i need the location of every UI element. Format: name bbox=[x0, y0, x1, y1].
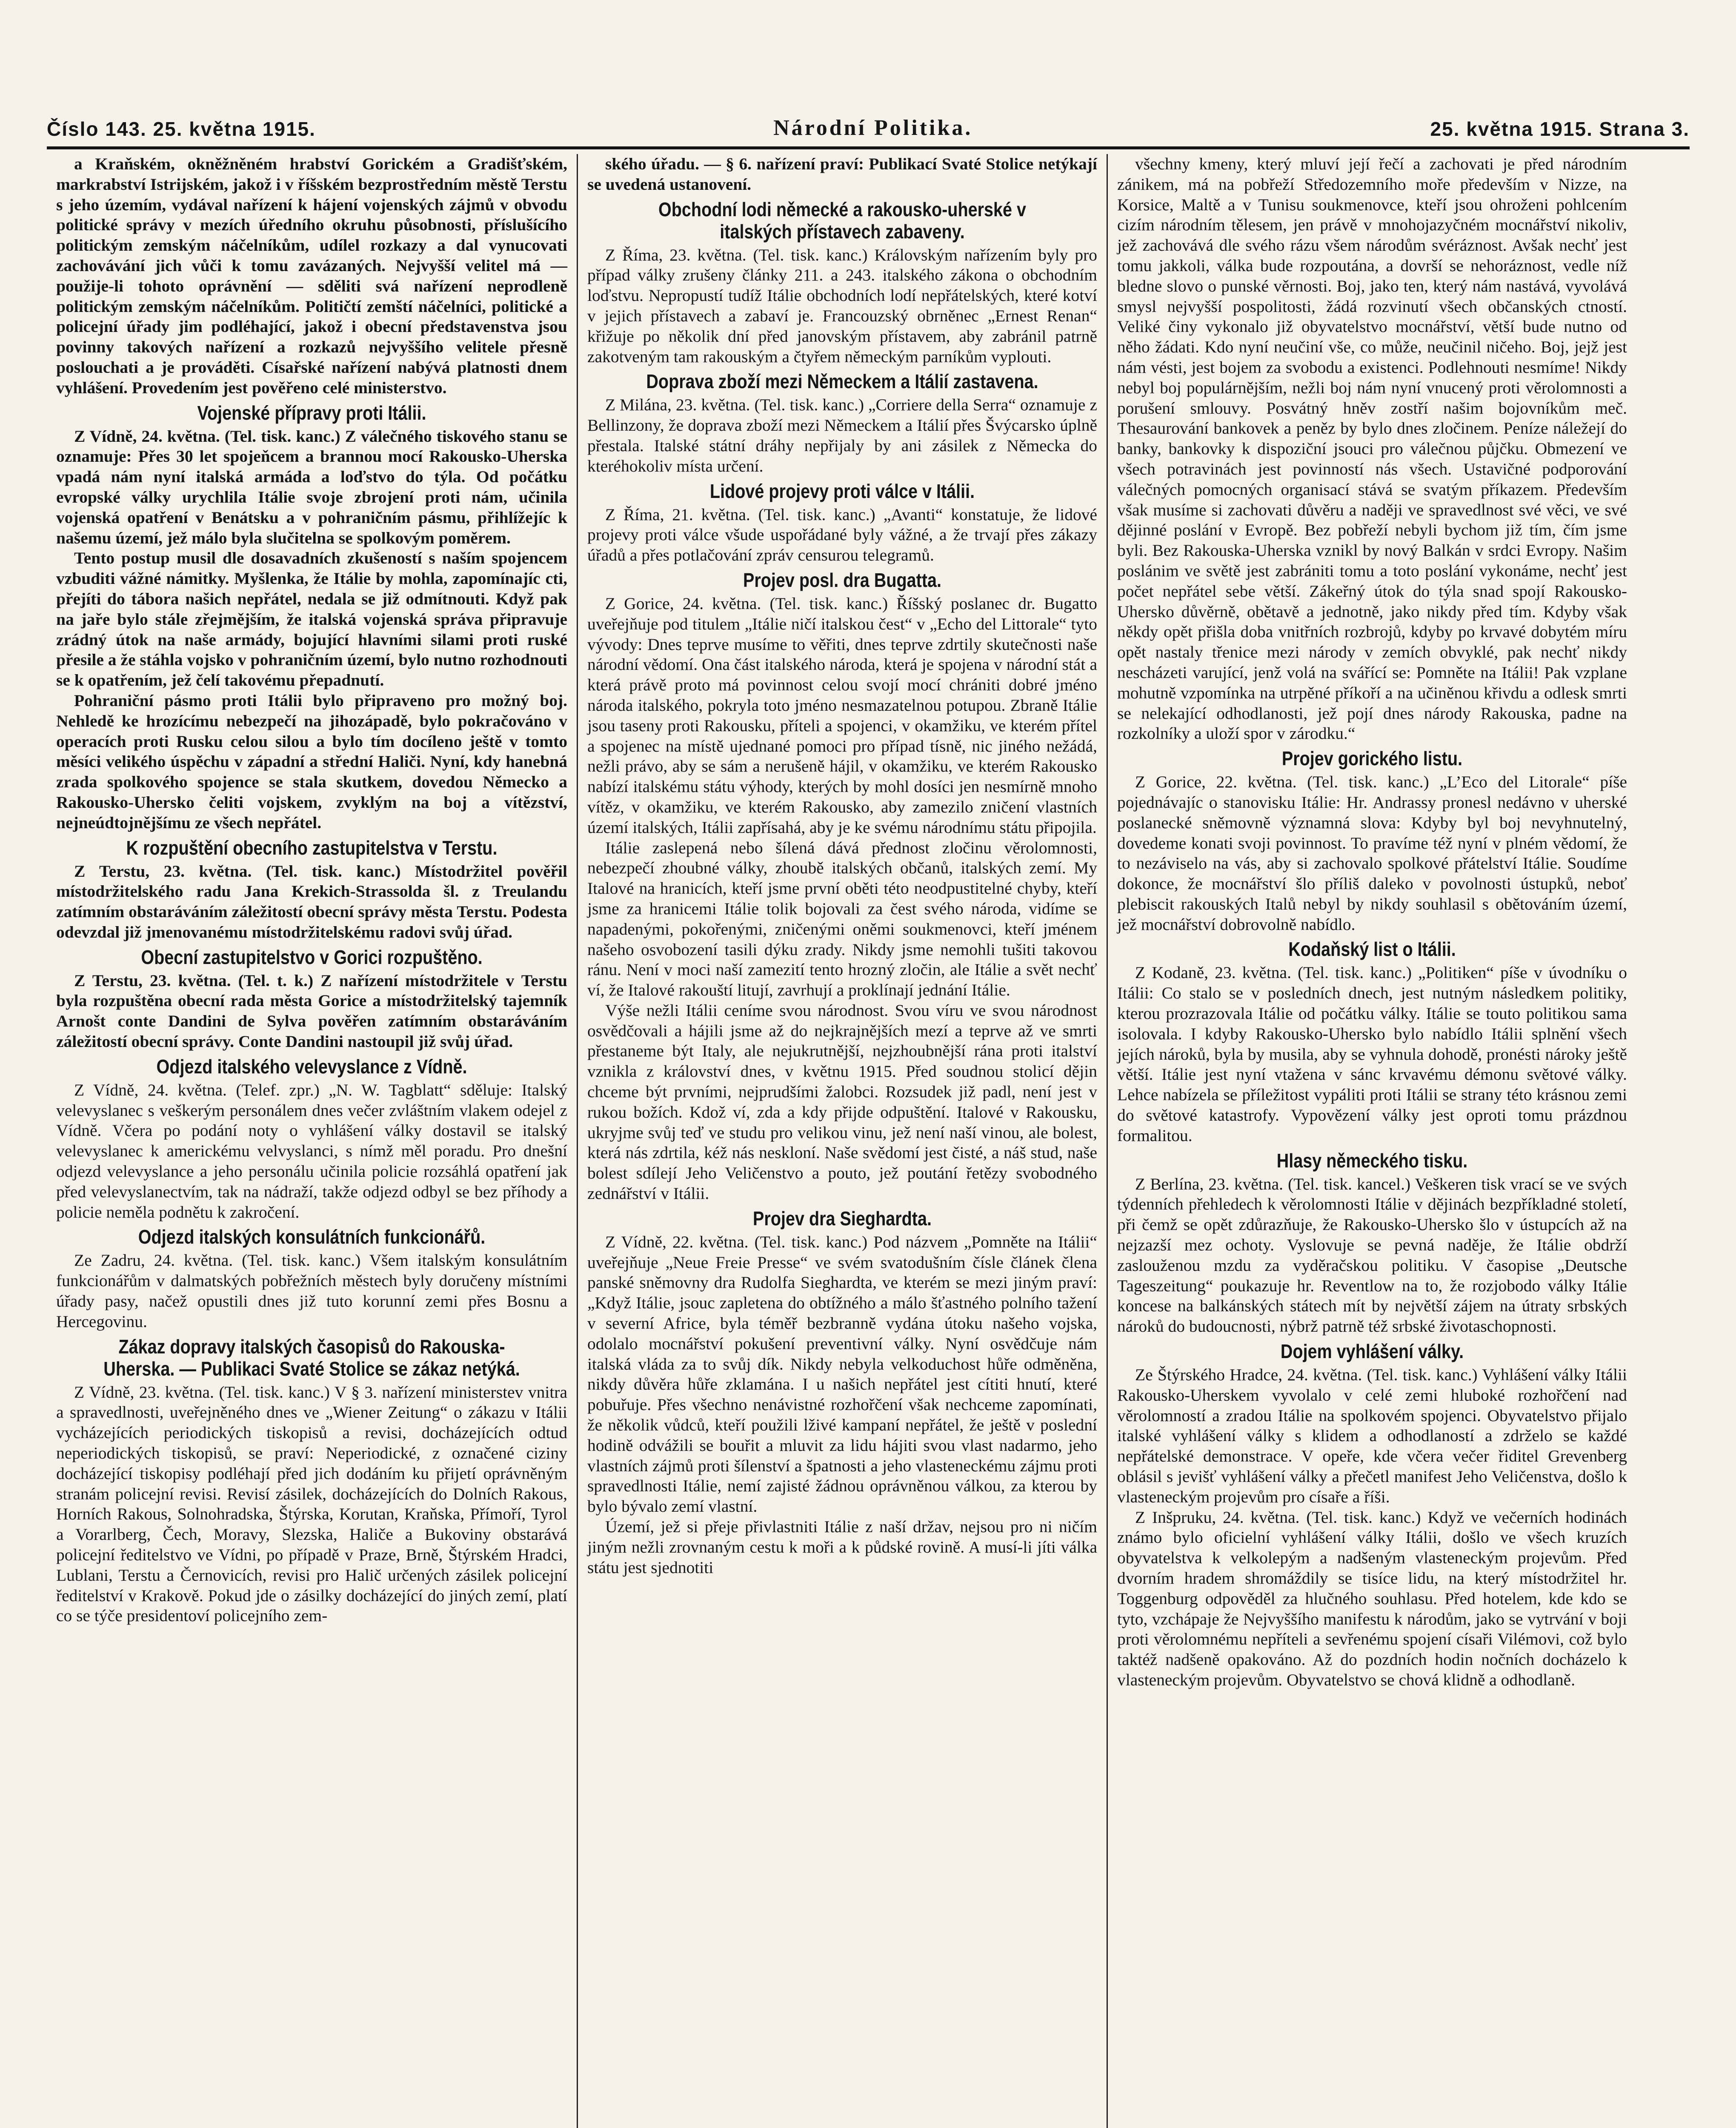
paragraph: Z Gorice, 22. května. (Tel. tisk. kanc.) „L’Eco del Litorale“ píše pojednávajíc o stanovisku Itálie: Hr. Andrassy pronesl nedávno v uherské poslanecké sněmovně významná slova: Kdyby byl boj nevyhnutelný, dovedeme konati svoji povinnost. To pravíme též nyní v plném vědomí, že to nezáviselo na vás, aby si zachovalo spolkové přátelství Itálie. Soudíme dokonce, že mocnářství šlo příliš daleko v povolnosti ústupků, neboť plebiscit rakouských Italů nebyl by nikdy souhlasil s obětováním území, jež mocnářství dobrovolně nabídlo. bbox=[1117, 772, 1627, 934]
paragraph: Výše nežli Itálii ceníme svou národnost. Svou víru ve svou národnost osvědčovali a hájili jsme až do nejkrajnějších mezí a teprve až ve smrti přestaneme být Italy, ale nejukrutnější, nejzhoubnější rána proti italství vznikla z království dnes, v květnu 1915. Před soudnou stolicí dějin chceme být prvními, nejprudšími žalobci. Rozsudek již padl, není jest v rukou božích. Kdož ví, zda a kdy přijde odpuštění. Italové v Rakousku, ukryjme svůj teď ve studu pro velikou vinu, jež není naší vinou, ale bolest, která nás zdrtila, kéž nás neskloní. Naše svědomí jest čisté, a náš stud, naše bolest sdílejí Jeho Veličenstvo a pouto, jež poutání řetězy svobodného zednářství v Itálii. bbox=[587, 1001, 1097, 1203]
paragraph: Z Vídně, 24. května. (Tel. tisk. kanc.) Z válečného tiskového stanu se oznamuje: Přes 30 let spojeňcem a brannou mocí Rakousko-Uherska vpadá nám nyní italská armáda a loďstvo do týla. Od počátku evropské války urychlila Itálie svoje zbrojení proti nám, učinila vojenská opatření v Benátsku a v pohraničním pásmu, přihlížejíc k našemu území, jež málo byla slučitelna se spolkovým poměrem. bbox=[56, 426, 567, 547]
columns bbox=[47, 154, 1690, 2128]
article-headline: Lidové projevy proti válce v Itálii. bbox=[709, 480, 975, 502]
article bbox=[587, 198, 1097, 367]
paragraph: Z Vídně, 22. května. (Tel. tisk. kanc.) Pod názvem „Pomněte na Itálii“ uveřejňuje „Neue Freie Presse“ ve svém svatodušním čísle článek člena panské sněmovny dra Rudolfa Sieghardta, ve kterém se mezi jiným praví: „Když Itálie, jsouc zapletena do obtížného a málo šťastného polního tažení v severní Africe, byla téměř bezbranně vydána útoku našeho vojska, odolalo mocnářství pokušení preventivní války. Nyní osvědčuje nám italská vláda za to svůj dík. Nikdy nebyla velkoduchost hůře odměněna, nikdy důvěra hůře zklamána. I u našich nepřátel jest cítiti hnutí, které pobuřuje. Přes všechno nenávistné rozhořčení však nechceme zapomínati, že několik vůdců, kteří použili lživé kampaní nepřátel, že ještě v poslední hodině odvážili se bouřit a mluvit za lidu hájiti svou vlast nadarmo, jeho vlastních zájmů proti šílenství a špatnosti a jeho vlasteneckému zájmu proti spravedlnosti Itálie, nemí zajisté žádnou oprávněnou válkou, za kterou by bylo bývalo zemí vlastní. bbox=[587, 1232, 1097, 1516]
header-rule bbox=[47, 146, 1690, 149]
article bbox=[56, 946, 567, 1052]
paragraph: Z Kodaně, 23. května. (Tel. tisk. kanc.) „Politiken“ píše v úvodníku o Itálii: Co stalo se v posledních dnech, jest nutným následkem politiky, kterou prozrazovala Itálie od počátku války. Itálie se touto politikou sama isolovala. I kdyby Rakousko-Uhersko bylo nabídlo Itálii splnění všech jejích nároků, byla by musila, aby se vyhnula dohodě, pronésti nároky ještě větší. Itálie jest nyní vtažena v sánc krvavému démonu světové války. Lehce nabízela se příležitost vypáliti proti Itálii se strany této krásnou zemi do světové katastrofy. Vypovězení války jest oproti tomu prázdnou formalitou. bbox=[1117, 963, 1627, 1145]
paragraph: Z Říma, 23. května. (Tel. tisk. kanc.) Královským nařízením byly pro případ války zrušeny články 211. a 243. italského zákona o obchodním loďstvu. Nepropustí tudíž Itálie obchodních lodí nepřátelských, které kotví v jejich přístavech a zabaví je. Francouzský obrněnec „Ernest Renan“ křižuje po několik dní před janovským přístavem, aby zabránil patrně zakotveným tam rakouským a čtyřem německým parníkům vyplouti. bbox=[587, 245, 1097, 366]
paragraph: Z Vídně, 24. května. (Telef. zpr.) „N. W. Tagblatt“ sděluje: Italský velevyslanec s veškerým personálem dnes večer zvláštním vlakem odejel z Vídně. Včera po podání noty o vyhlášení války dostavil se italský velevyslanec k americkému velvyslanci, s nímž měl poradu. Pro dnešní odjezd velevyslance a jeho personálu učinila policie rozsáhlá opatření jak před velevyslanectvím, tak na nádraží, takže odjezd odbyl se bez příhody a policie neměla podnětu k zakročení. bbox=[56, 1080, 567, 1221]
article-headline: Projev dra Sieghardta. bbox=[753, 1207, 932, 1230]
paragraph: Území, jež si přeje přivlastniti Itálie z naší držav, nejsou pro ni ničím jiným nežli zrovnaným cestu k moři a k půdské rovině. A musí-li jíti válka státu jest sjednotiti bbox=[587, 1517, 1097, 1577]
article-headline: Dojem vyhlášení války. bbox=[1280, 1340, 1464, 1363]
article-headline: Odjezd italských konsulátních funkcionářů. bbox=[138, 1226, 486, 1248]
article-continuation bbox=[1117, 154, 1627, 744]
column-2 bbox=[577, 154, 1107, 2128]
article-headline: Zákaz dopravy italských časopisů do Rakouska-Uherska. — Publikaci Svaté Stolice se zákaz netýká. bbox=[103, 1335, 520, 1380]
paragraph: Z Vídně, 23. května. (Tel. tisk. kanc.) V § 3. nařízení ministerstev vnitra a spravedlnosti, uveřejněného dnes ve „Wiener Zeitung“ o zákazu v Itálii vycházejících periodických tiskopisů a revisi, docházejících odtud neperiodických tiskopisů, se praví: Neperiodické, z označené ciziny docházející tiskopisy podléhají před jich dodáním ku přijetí oprávněným stranám policejní revisi. Revisí zásilek, docházejících do Dolních Rakous, Horních Rakous, Solnohradska, Štýrska, Korutan, Kraňska, Přímoří, Tyrol a Vorarlberg, Čech, Moravy, Slezska, Haliče a Bukoviny obstarává policejní ředitelstvo ve Vídni, po případě v Praze, Brně, Štýrském Hradci, Lublani, Terstu a Černovicích, revisi pro Halič určených zásilek policejní ředitelství v Krakově. Pokud jde o zásilky docházející do jiných zemí, platí co se týče presidentoví policejního zem- bbox=[56, 1382, 567, 1625]
paragraph: Tento postup musil dle dosavadních zkušeností s naším spojencem vzbuditi vážné námitky. Myšlenka, že Itálie by mohla, zapomínajíc cti, přejíti do tábora našich nepřátel, nedala se již odmítnouti. Když pak na jaře bylo stále zřejmějším, že italská vojenská správa připravuje zrádný útok na naše armády, bojující hlavními silami proti ruské přesile a že stáhla vojsko v pohraničním území, bylo nutno rozhodnouti se k opatřením, jež čelí takovému přepadnutí. bbox=[56, 549, 567, 690]
article-headline: K rozpuštění obecního zastupitelstva v Terstu. bbox=[126, 836, 498, 859]
article bbox=[56, 402, 567, 833]
paragraph: Z Gorice, 24. května. (Tel. tisk. kanc.) Říšský poslanec dr. Bugatto uveřejňuje pod titulem „Itálie ničí italskou čest“ v „Echo del Littorale“ tyto vývody: Dnes teprve musíme to věřiti, dnes teprve zdrtily skutečnosti naše národní vědomí. Ona část italského národa, která je spojena v národní stát a která právě proto má povinnost celou svojí mocí chrániti dobré jméno národa italského, pokryla toto jméno nesmazatelnou potupou. Zbraně Itálie jsou taseny proti Rakousku, příteli a spojenci, v okamžiku, ve kterém přítel a spojenec na místě ujednané pomoci pro případ tísně, nic jiného nežádá, nežli právo, aby se sám a nerušeně hájil, v okamžiku, ve kterém Rakousko nabízí italskému státu výhody, kterých by mohl dosíci jen nesmírně mnoho vítěz, v okamžiku, ve kterém Rakousko, aby zamezilo zničení vlastních území italských, Itálii zapřísahá, aby je ke svému národnímu státu připojila. bbox=[587, 594, 1097, 837]
paragraph: Z Říma, 21. května. (Tel. tisk. kanc.) „Avanti“ konstatuje, že lidové projevy proti válce všude uspořádané byly vážné, a že trvají přes zákazy úřadů a přes potlačování zpráv censurou telegramů. bbox=[587, 505, 1097, 565]
article bbox=[56, 1336, 567, 1627]
column-3 bbox=[1107, 154, 1636, 2128]
article bbox=[587, 480, 1097, 566]
paragraph: Z Inšpruku, 24. května. (Tel. tisk. kanc.) Když ve večerních hodinách známo bylo oficielní vyhlášení války Itálii, došlo ve všech kruzích obyvatelstva k velkolepým a nadšeným vlasteneckým projevům. Před dvorním hradem shromáždily se tisíce lidu, na který místodržitel hr. Toggenburg odpověděl za hlučného souhlasu. Před hotelem, kde kdo se tyto, vzchápaje že Nejvyššího manifestu k národům, jako se vytrvání v boji proti věrolomnému nepříteli a sevřenému spojení císaři Vilémovi, což bylo taktéž nadšeně opakováno. Až do pozdních hodin nočních docházelo k vlasteneckým projevům. Obyvatelstvo se chová klidně a odhodlaně. bbox=[1117, 1507, 1627, 1689]
paragraph: Pohraniční pásmo proti Itálii bylo připraveno pro možný boj. Nehledě ke hrozícímu nebezpečí na jihozápadě, bylo pokračováno v operacích proti Rusku celou silou a bylo tím docíleno ještě v tomto měsíci velikého úspěchu v západní a střední Haliči. Nyní, kdy hanebná zrada spolkového spojence se stala skutkem, dovedou Německo a Rakousko-Uhersko čeliti vojskem, zvyklým na boj a vítězství, nejneúdtojnějšímu ze všech nepřátel. bbox=[56, 691, 567, 832]
article-headline: Projev gorického listu. bbox=[1281, 747, 1463, 770]
article bbox=[587, 569, 1097, 1204]
article bbox=[56, 1055, 567, 1223]
paragraph: a Kraňském, okněžněném hrabství Gorickém a Gradišťském, markrabství Istrijském, jakož i v říšském bezprostředním městě Terstu s jeho územím, vydával nařízení k hájení vojenských zájmů v obvodu politické správy v mezích úředního okruhu působnosti, příslušícího politickým zemským náčelníkům, udílel rozkazy a dal vynucovati zachovávání jich vůči k tomu zavázaných. Nejvyšší velitel má — použije-li tohoto oprávnění — sděliti svá nařízení neprodleně politickým zemským náčelníkům. Političtí zemští náčelníci, politické a policejní úřady jim podléhající, jakož i obecní představenstva jsou povinny takových nařízení a rozkazů nejvyššího velitele přesně poslouchati a je prováděti. Císařské nařízení nabývá platnosti dnem vyhlášení. Provedením jest pověřeno celé ministerstvo. bbox=[56, 154, 567, 397]
page-number: 25. května 1915. Strana 3. bbox=[1430, 118, 1690, 140]
issue-date: Číslo 143. 25. května 1915. bbox=[47, 118, 316, 140]
paragraph: Z Berlína, 23. května. (Tel. tisk. kancel.) Veškeren tisk vrací se ve svých týdenních přehledech k věrolomnosti Itálie v dějinách bezpříkladné století, při čemž se opět zdůrazňuje, že Rakousko-Uhersko šlo v ústupcích až na nejzazší mez ochoty. Vyslovuje se pevná naděje, že Itálie obdrží zaslouženou mzdu za vyděračskou politiku. V časopise „Deutsche Tageszeitung“ poukazuje hr. Reventlow na to, že rozjobodo války Itálie koncese na balkánských státech mít by největší zájem na útraty srbských nároků do budoucnosti, nýbrž patrně též srbské životaschopnosti. bbox=[1117, 1174, 1627, 1336]
article bbox=[1117, 938, 1627, 1146]
article-headline: Hlasy německého tisku. bbox=[1276, 1149, 1468, 1172]
paragraph: Z Terstu, 23. května. (Tel. tisk. kanc.) Místodržitel pověřil místodržitelského radu Jana Krekich-Strassolda šl. z Treulandu zatímním obstaráváním záležitostí obecní správy města Terstu. Podesta odevzdal již jmenovanému místodržitelskému radovi svůj úřad. bbox=[56, 861, 567, 941]
article-headline: Projev posl. dra Bugatta. bbox=[743, 569, 942, 591]
article bbox=[56, 837, 567, 943]
article bbox=[1117, 1150, 1627, 1337]
paragraph: Itálie zaslepená nebo šílená dává přednost zločinu věrolomnosti, nebezpečí zhoubné války, zhoubě italských občanů, italských zemí. My Italové na hranicích, kteří jsme první oběti této neodpustitelné chyby, kteří jsme za hranicemi Itálie tolik bojovali za čest svého národa, vidíme se napadenými, pokořenými, zničenými oněmi soukmenovci, kteří jménem našeho osvobození tasili dýku zrady. Nikdy jsme nemohli tušiti takovou ránu. Není v moci naší zamezití tento hrozný zločin, ale Itálie a svět nechť ví, že Italové rakouští litují, zavrhují a proklínají jednání Itálie. bbox=[587, 838, 1097, 1000]
column-1 bbox=[47, 154, 577, 2128]
paragraph: Ze Zadru, 24. května. (Tel. tisk. kanc.) Všem italským konsulátním funkcionářům v dalmatských pobřežních městech byly doručeny místními úřady pasy, načež opustili dnes již tuto korunní zemi přes Bosnu a Hercegovinu. bbox=[56, 1251, 567, 1331]
paragraph: Z Terstu, 23. května. (Tel. t. k.) Z nařízení místodržitele v Terstu byla rozpuštěna obecní rada města Gorice a místodržitelský tajemník Arnošt conte Dandini de Sylva pověřen zatímním obstaráváním záležitostí obecní správy. Conte Dandini nastoupil již svůj úřad. bbox=[56, 971, 567, 1051]
article-headline: Doprava zboží mezi Německem a Itálií zastavena. bbox=[646, 370, 1038, 393]
article-headline: Obchodní lodi německé a rakousko-uherské v italských přístavech zabaveny. bbox=[658, 198, 1027, 243]
article bbox=[56, 1226, 567, 1332]
article-headline: Vojenské přípravy proti Itálii. bbox=[197, 401, 426, 424]
paragraph: všechny kmeny, který mluví její řečí a zachovati je před národním zánikem, má na pobřeží Středozemního moře především v Nizze, na Korsice, Maltě a v Tunisu soukmenovce, kteří jsou ohroženi pohlcením cizím národním tělesem, jen právě v mnohojazyčném mocnářství nikoliv, jež zachovává dle svého rázu všem národům svéráznost. Avšak nechť jest tomu jakkoli, válka bude rozpoutána, a dovrší se nehoráznost, vedle níž bledne slovo o punské věrnosti. Boj, jako ten, který nám nastává, vyvolává smysl nejvyšší pospolitosti, žádá rozvinutí všech občanských ctností. Veliké činy vykonalo již obyvatelstvo mocnářství, větší bude nutno od něho žádati. Kdo nyní neučiní vše, co může, neučinil ničeho. Boj, jejž jest nám vésti, jest bojem za svobodu a existenci. Podlehnouti nesmíme! Nikdy nebyl boj populárnějším, nežli boj nám nyní vnucený proti věrolomnosti a porušení smlouvy. Posvátný hněv zostří našim bojovníkům meč. Thesaurování bankovek a peněz by bylo dnes zločinem. Peníze náležejí do banky, bankovky k dispoziční jsouci pro válečnou půjčku. Obmezení ve všech potravinách jest povinností nás všech. Ustavičné podporování válečných pomocných organisací stává se svatým příkazem. Především však musíme si zachovati důvěru a naději ve spravedlnost své věci, ve své dějinné poslání v Evropě. Bez pobřeží nebyli bychom již tím, čím jsme byli. Bez Rakouska-Uherska vznikl by nový Balkán v srdci Evropy. Našim poslánim ve světě jest zabrániti tomu a toto poslání vykonáme, nechť jest počet nepřátel sebe větší. Zákeřný útok do týla snad spojí Rakousko-Uhersko důvěrně, obětavě a jednotně, jako nikdy před tím. Kdyby však někdy opět přišla doba vnitřních rozbrojů, kdyby po krvavé dobytém míru opět nastaly třenice mezi národy v zemích obvyklé, pak nechť nikdy nescházeti varující, jenž volá na svářící se: Pomněte na Itálii! Pak vzplane mohutně vzpomínka na utrpěné příkoří a na učiněnou křivdu a odlesk smrti se nelekající odhodlanosti, jež pojí dnes národy Rakouska, padne na rozkolníky a uloží spor v zárodku.“ bbox=[1117, 154, 1627, 743]
masthead-title: Národní Politika. bbox=[773, 116, 973, 140]
newspaper-page bbox=[47, 102, 1690, 2128]
article bbox=[587, 370, 1097, 476]
article-headline: Kodaňský list o Itálii. bbox=[1288, 938, 1456, 961]
article bbox=[1117, 747, 1627, 935]
article bbox=[1117, 1340, 1627, 1690]
paragraph: Z Milána, 23. května. (Tel. tisk. kanc.) „Corriere della Serra“ oznamuje z Bellinzony, že doprava zboží mezi Německem a Itálií přes Švýcarsko úplně přestala. Italské státní dráhy nepřijaly by ani zásilek z Německa do kteréhokoliv místa určení. bbox=[587, 395, 1097, 475]
article-continuation bbox=[56, 154, 567, 398]
article bbox=[587, 1207, 1097, 1578]
paragraph: ského úřadu. — § 6. nařízení praví: Publikací Svaté Stolice netýkají se uvedená ustanovení. bbox=[587, 154, 1097, 194]
article-continuation bbox=[587, 154, 1097, 195]
paragraph: Ze Štýrského Hradce, 24. května. (Tel. tisk. kanc.) Vyhlášení války Itálii Rakousko-Uherskem vyvolalo v celé zemi hluboké rozhořčení nad věrolomností a zradou Itálie na spolkovém spojenci. Obyvatelstvo přijalo italské vyhlášení války s klidem a odhodlaností a zdrželo se každé nepřátelské demonstrace. V opeře, kde včera večer řiditel Grevenberg oblásil s jevišť vyhlášení války a přečetl manifest Jeho Veličenstva, došlo k vlasteneckým projevům pro císaře a říši. bbox=[1117, 1365, 1627, 1506]
page-header bbox=[47, 102, 1690, 140]
article-headline: Odjezd italského velevyslance z Vídně. bbox=[156, 1055, 467, 1078]
article-headline: Obecní zastupitelstvo v Gorici rozpuštěno. bbox=[141, 946, 483, 968]
